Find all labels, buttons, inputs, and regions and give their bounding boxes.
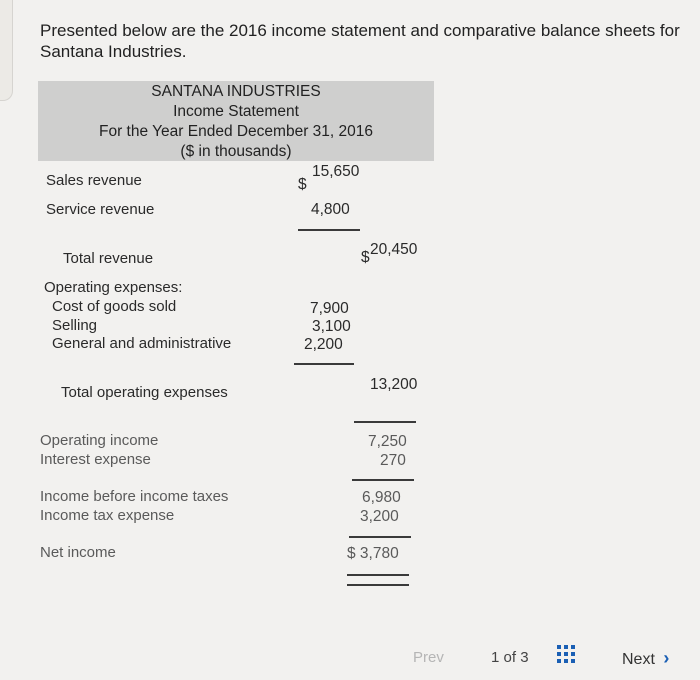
grid-icon[interactable] [557,645,575,663]
net-income-value: $ 3,780 [347,545,399,562]
page-of: of [503,649,517,666]
interest-expense-label: Interest expense [40,451,151,468]
total-revenue-dollar: $ [361,249,370,266]
sales-revenue-dollar: $ [298,176,307,193]
operating-income-value: 7,250 [368,433,407,450]
total-revenue-value: 20,450 [370,241,418,258]
revenue-underline [298,229,360,231]
window-edge [0,0,13,101]
income-tax-expense-label: Income tax expense [40,507,175,524]
operating-expenses-label: Operating expenses: [44,279,183,296]
selling-value: 3,100 [312,318,351,335]
service-revenue-label: Service revenue [46,201,155,218]
intro-line-1: Presented below are the 2016 income statement and comparative balance sheets for [40,21,680,40]
total-revenue-label: Total revenue [63,250,154,267]
sales-revenue-label: Sales revenue [46,172,142,189]
total-expenses-underline [354,421,416,423]
sales-revenue-value: 15,650 [312,163,360,180]
selling-label: Selling [52,317,98,334]
statement-title: Income Statement [173,103,299,120]
statement-units: ($ in thousands) [180,143,292,160]
next-button[interactable] [622,648,669,669]
net-income-double-underline-top [347,574,409,576]
page-indicator [491,649,529,666]
statement-period: For the Year Ended December 31, 2016 [98,123,374,140]
intro-text [40,20,680,62]
net-income-label: Net income [40,544,116,561]
chevron-right-icon: › [663,648,670,668]
page-total: 3 [520,649,529,666]
total-operating-expenses-value: 13,200 [370,376,418,393]
page-current: 1 [491,649,500,666]
general-admin-label: General and administrative [52,335,232,352]
intro-line-2: Santana Industries. [40,42,187,61]
next-label: Next [622,651,655,668]
expenses-underline [294,363,354,365]
prev-button[interactable]: Prev [413,649,444,666]
total-operating-expenses-label: Total operating expenses [61,384,228,401]
income-tax-expense-value: 3,200 [360,508,399,525]
income-before-taxes-label: Income before income taxes [40,488,229,505]
interest-expense-value: 270 [380,452,406,469]
operating-income-label: Operating income [40,432,159,449]
operating-income-underline [352,479,414,481]
company-name: SANTANA INDUSTRIES [151,83,321,100]
cost-of-goods-sold-label: Cost of goods sold [52,298,177,315]
net-income-double-underline-bottom [347,584,409,586]
service-revenue-value: 4,800 [311,201,350,218]
income-before-taxes-underline [349,536,411,538]
general-admin-value: 2,200 [304,336,343,353]
income-before-taxes-value: 6,980 [362,489,401,506]
cost-of-goods-sold-value: 7,900 [310,300,349,317]
